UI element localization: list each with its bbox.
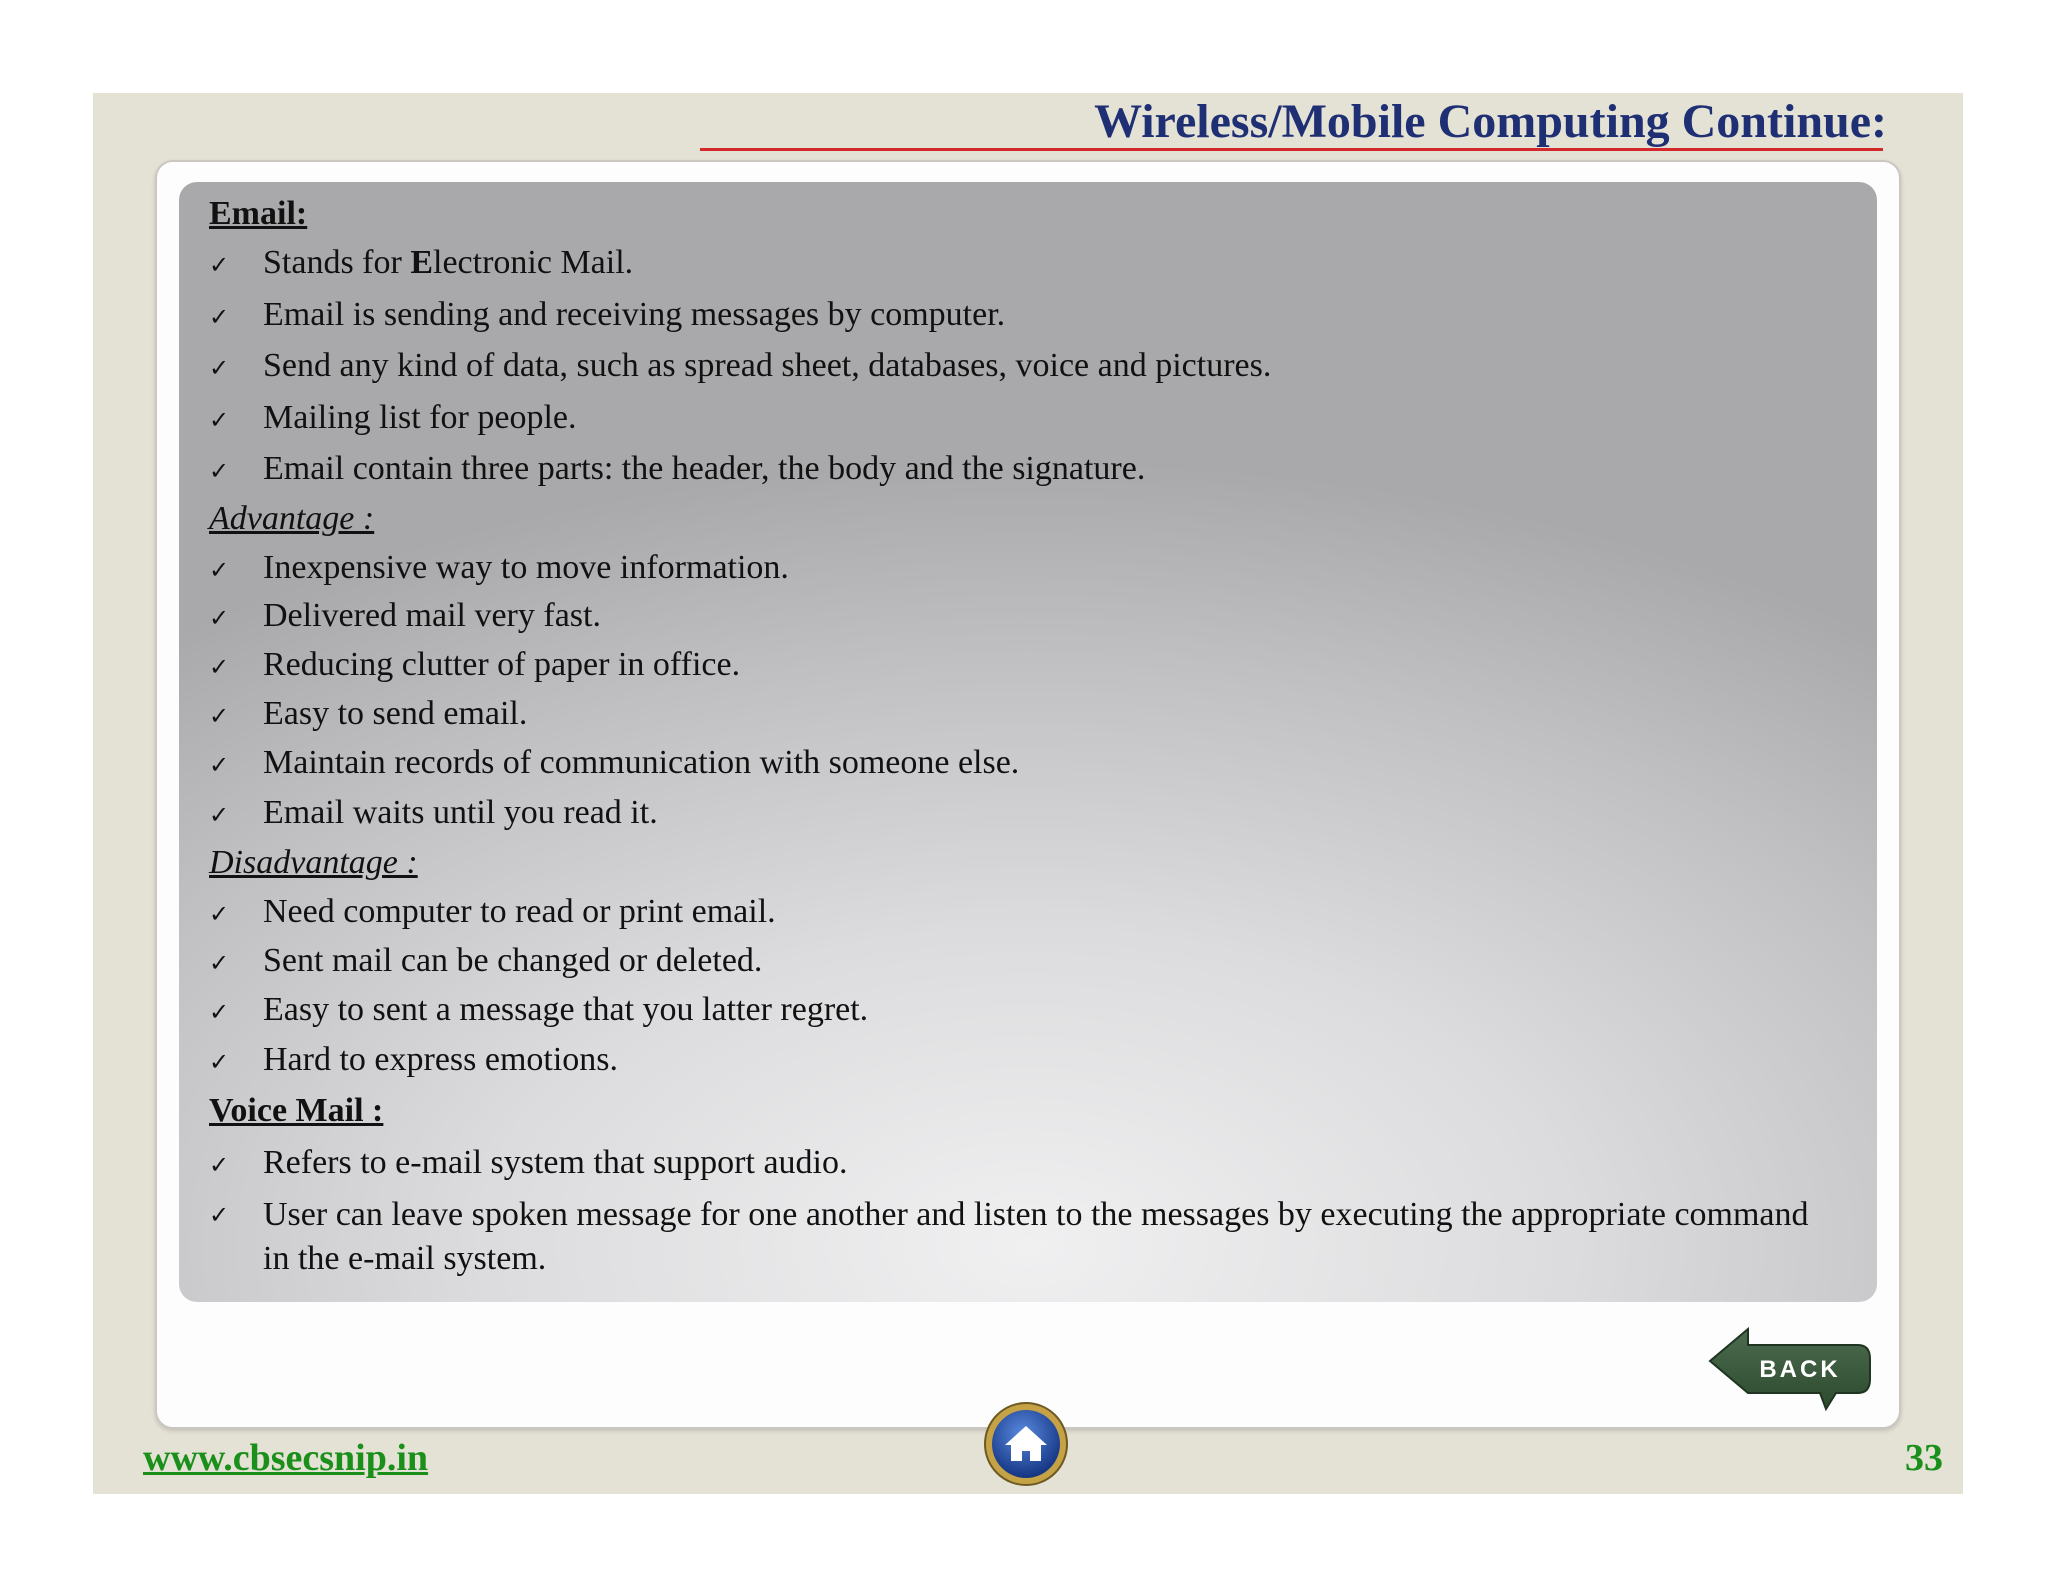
checkmark-icon: ✓ xyxy=(209,556,230,584)
bullet-text xyxy=(263,1193,1823,1281)
bullet-item xyxy=(209,1193,1823,1281)
bullet-item xyxy=(209,1143,848,1185)
bullet-item xyxy=(209,743,1019,785)
checkmark-icon: ✓ xyxy=(209,900,230,928)
bullet-item xyxy=(209,548,789,590)
bullet-text xyxy=(263,694,527,734)
bullet-item xyxy=(209,694,527,736)
checkmark-icon: ✓ xyxy=(209,949,230,977)
bullet-text xyxy=(263,596,601,636)
bullet-text-part: Reducing clutter of paper in office. xyxy=(263,646,741,683)
section-heading: Voice Mail : xyxy=(209,1092,384,1129)
bullet-text xyxy=(263,1040,618,1080)
bullet-item xyxy=(209,990,868,1032)
section-heading: Advantage : xyxy=(209,500,375,537)
title-underline xyxy=(700,148,1883,151)
bullet-text xyxy=(263,398,577,438)
bullet-text-part: Email waits until you read it. xyxy=(263,794,658,831)
bullet-text xyxy=(263,941,762,981)
bullet-item xyxy=(209,398,577,440)
bullet-item xyxy=(209,295,1005,337)
bullet-item xyxy=(209,346,1271,388)
home-button[interactable] xyxy=(983,1401,1069,1487)
checkmark-icon: ✓ xyxy=(209,998,230,1026)
bullet-text xyxy=(263,743,1019,783)
checkmark-icon: ✓ xyxy=(209,457,230,485)
checkmark-icon: ✓ xyxy=(209,1201,230,1229)
checkmark-icon: ✓ xyxy=(209,1048,230,1076)
page-number: 33 xyxy=(1905,1437,1943,1479)
footer-website-link[interactable]: www.cbsecsnip.in xyxy=(143,1437,429,1479)
bullet-text-part: Email is sending and receiving messages by computer. xyxy=(263,296,1006,333)
bullet-text xyxy=(263,346,1271,386)
bullet-text-part: Refers to e-mail system that support audio. xyxy=(263,1144,848,1181)
bullet-text xyxy=(263,990,868,1030)
bullet-text-part: Stands for xyxy=(263,244,411,281)
bullet-text xyxy=(263,645,740,685)
checkmark-icon: ✓ xyxy=(209,702,230,730)
checkmark-icon: ✓ xyxy=(209,303,230,331)
bullet-text-part: Inexpensive way to move information. xyxy=(263,549,789,586)
bullet-item xyxy=(209,243,633,285)
checkmark-icon: ✓ xyxy=(209,751,230,779)
section-heading: Email: xyxy=(209,195,308,232)
bullet-text-part: Maintain records of communication with someone else. xyxy=(263,744,1020,781)
bullet-text xyxy=(263,295,1005,335)
bullet-item xyxy=(209,596,601,638)
back-arrow-icon xyxy=(1708,1323,1873,1413)
bullet-text-part: Easy to send email. xyxy=(263,695,528,732)
bullet-text-part: Email contain three parts: the header, the body and the signature. xyxy=(263,450,1146,487)
bullet-item xyxy=(209,892,776,934)
back-button-label: BACK xyxy=(1759,1356,1841,1383)
bullet-text-part: Sent mail can be changed or deleted. xyxy=(263,942,763,979)
slide-title: Wireless/Mobile Computing Continue: xyxy=(1094,95,1887,148)
bullet-item xyxy=(209,793,658,835)
bullet-item xyxy=(209,1040,618,1082)
bullet-item xyxy=(209,645,740,687)
bullet-text-part: Send any kind of data, such as spread sheet, databases, voice and pictures. xyxy=(263,347,1272,384)
slide xyxy=(93,93,1963,1494)
bullet-text xyxy=(263,243,633,283)
checkmark-icon: ✓ xyxy=(209,406,230,434)
checkmark-icon: ✓ xyxy=(209,604,230,632)
bullet-text-part: E xyxy=(410,244,434,281)
bullet-text-part: Mailing list for people. xyxy=(263,399,577,436)
bullet-text xyxy=(263,892,776,932)
back-button[interactable] xyxy=(1708,1323,1873,1413)
bullet-text-part: Easy to sent a message that you latter regret. xyxy=(263,991,869,1028)
bullet-item xyxy=(209,449,1145,491)
checkmark-icon: ✓ xyxy=(209,251,230,279)
bullet-text-part: Delivered mail very fast. xyxy=(263,597,601,634)
bullet-text-part: User can leave spoken message for one another and listen to the messages by executing the appropriate command in the e-mail system. xyxy=(263,1196,1809,1277)
bullet-text xyxy=(263,1143,848,1183)
bullet-text xyxy=(263,449,1145,489)
bullet-text-part: Hard to express emotions. xyxy=(263,1041,619,1078)
checkmark-icon: ✓ xyxy=(209,653,230,681)
bullet-item xyxy=(209,941,762,983)
checkmark-icon: ✓ xyxy=(209,354,230,382)
bullet-text-part: Need computer to read or print email. xyxy=(263,893,776,930)
bullet-text xyxy=(263,548,789,588)
home-icon xyxy=(983,1401,1069,1487)
bullet-text xyxy=(263,793,658,833)
checkmark-icon: ✓ xyxy=(209,1151,230,1179)
bullet-text-part: lectronic Mail. xyxy=(433,244,634,281)
section-heading: Disadvantage : xyxy=(209,844,418,881)
checkmark-icon: ✓ xyxy=(209,801,230,829)
